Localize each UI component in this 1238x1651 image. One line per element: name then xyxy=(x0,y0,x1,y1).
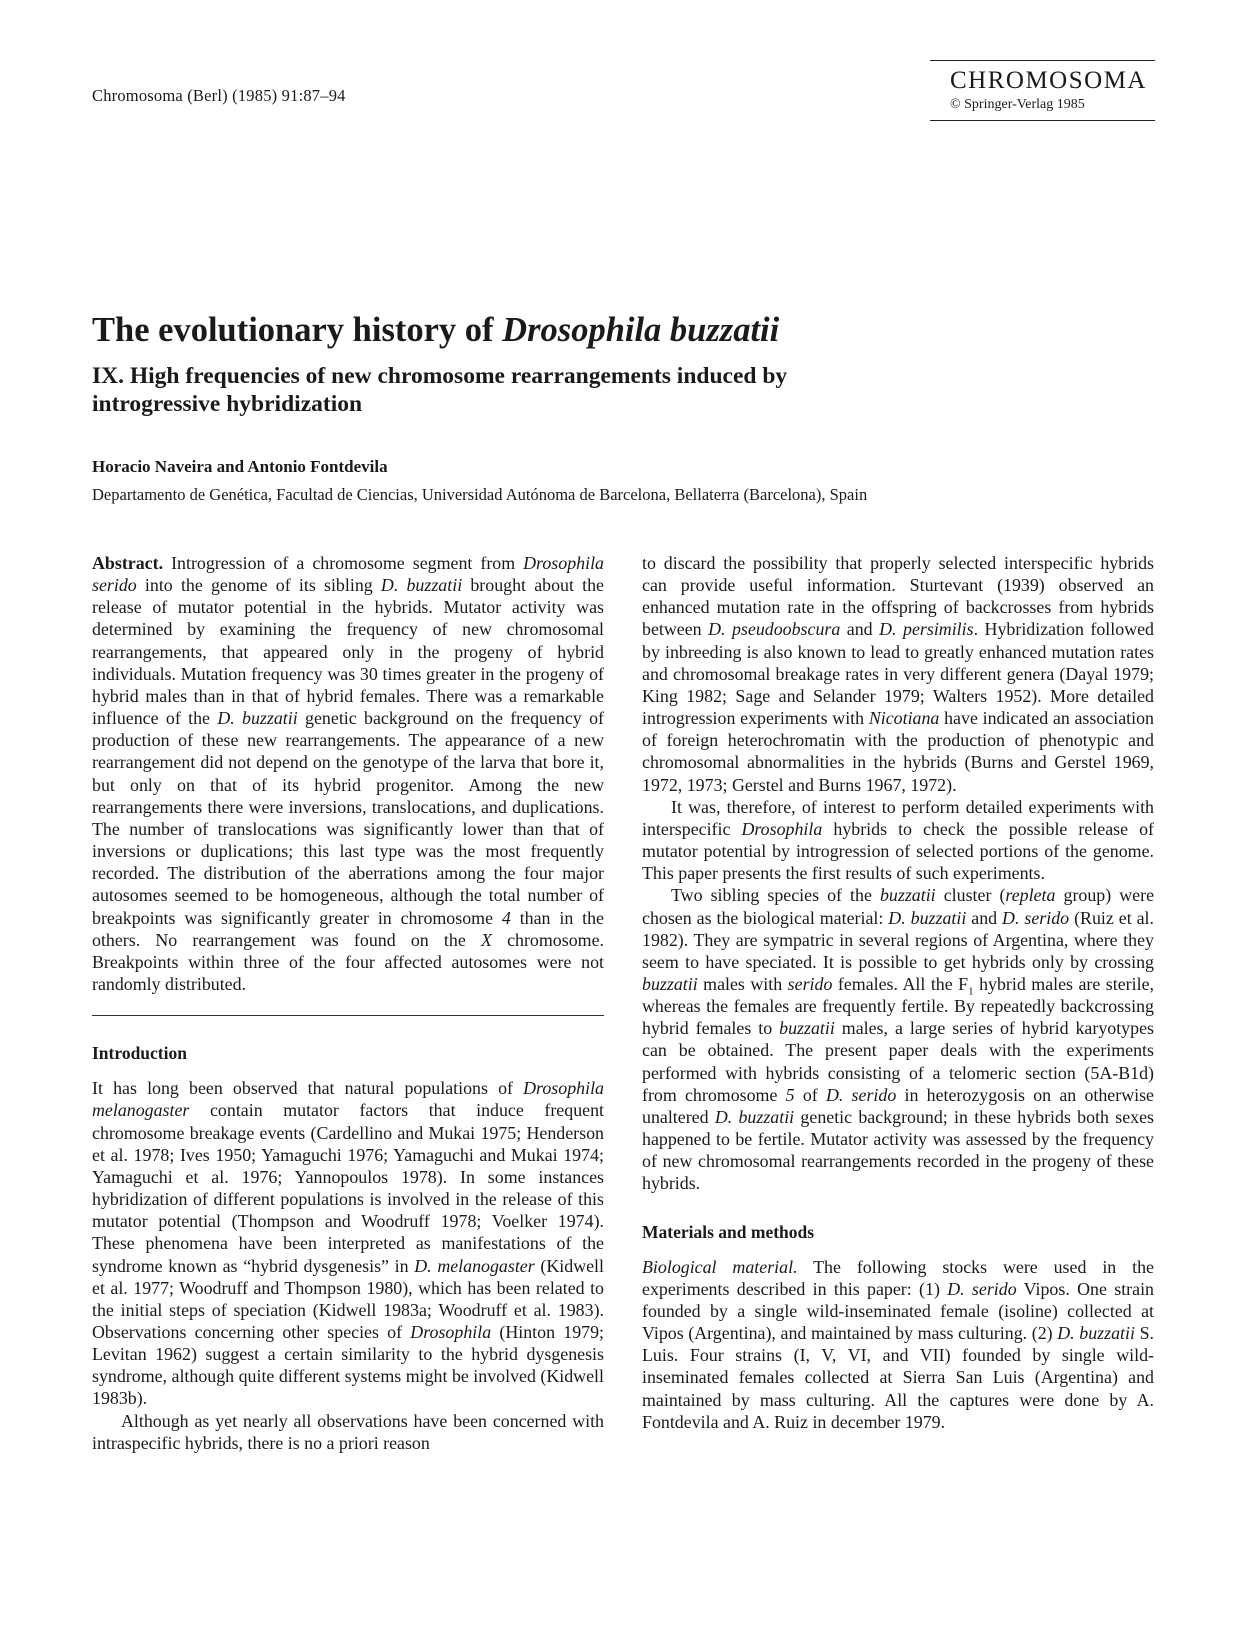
journal-masthead xyxy=(930,60,1155,121)
text-segment: D. buzzatii xyxy=(888,907,967,928)
article-title-plain: The evolutionary history of xyxy=(92,311,503,349)
article-subtitle: IX. High frequencies of new chromosome rearrangements induced by introgressive hybridization xyxy=(92,363,788,417)
authors: Horacio Naveira and Antonio Fontdevila xyxy=(92,457,388,476)
introduction-heading: Introduction xyxy=(92,1043,187,1064)
text-segment: of xyxy=(794,1084,826,1105)
text-segment: than in the others. No rearrangement was found on the xyxy=(92,907,604,950)
text-segment: to discard the possibility that properly selected interspecific hybrids can provide useful information. Sturtevant (1939) observed an enhanced mutation rate in the offspring of backcrosses from hybrids between xyxy=(642,553,1154,640)
article-title xyxy=(92,310,779,350)
text-segment: and xyxy=(840,619,880,640)
abstract-paragraph xyxy=(92,552,604,995)
introduction-paragraph-1 xyxy=(92,1077,604,1409)
text-segment: buzzatii xyxy=(879,885,936,906)
text-segment: (Kidwell et al. 1977; Woodruff and Thompson 1980), which has been related to the initial steps of speciation (Kidwell 1983a; Woodruff et al. 1983). Observations concerning other species of xyxy=(92,1255,604,1342)
text-segment: (Ruiz et al. 1982). They are sympatric in several regions of Argentina, where they seem to have speciated. It is possible to get hybrids only by crossing xyxy=(642,907,1155,972)
text-segment: Vipos. One strain founded by a single wild-inseminated female (isoline) collected at Vipos (Argentina), and maintained by mass culturing. (2) xyxy=(642,1278,1154,1344)
text-segment: Drosophila serido xyxy=(92,553,604,596)
masthead-title: CHROMOSOMA xyxy=(950,67,1147,94)
text-segment: brought about the release of mutator potential in the hybrids. Mutator activity was determined by examining the frequency of new chromosomal rearrangements, that appeared only in the progeny of hybrid individuals. Mutation frequency was 30 times greater in the progeny of hybrid males than in that of hybrid females. There was a remarkable influence of the xyxy=(92,575,604,729)
text-segment: genetic background on the frequency of production of these new rearrangements. The appearance of a new rearrangement did not depend on the genotype of the larva that bore it, but only on that of its hybrid progenitor. Among the new rearrangements there were inversions, translocations, and duplications. The number of translocations was significantly lower than that of inversions or duplications; this last type was the most frequently recorded. The distribution of the aberrations among the four major autosomes seemed to be homogeneous, although the total number of breakpoints was significantly greater in chromosome xyxy=(92,708,604,928)
text-segment: Drosophila melanogaster xyxy=(92,1078,604,1121)
text-segment: D. buzzatii xyxy=(217,708,298,729)
introduction-paragraph-2-start: Although as yet nearly all observations have been concerned with intraspecific hybrids, there is no a priori reason xyxy=(92,1410,604,1453)
methods-paragraph xyxy=(642,1256,1154,1433)
text-segment: The following stocks were used in the experiments described in this paper: (1) xyxy=(642,1256,1154,1299)
text-segment: males, a large series of hybrid karyotypes can be obtained. The present paper deals with the experiments performed with hybrids consisting of a telomeric section (5A-B1d) from chromosome xyxy=(642,1018,1154,1105)
methods-heading: Materials and methods xyxy=(642,1221,815,1242)
text-segment: S. Luis. Four strains (I, V, VI, and VII) founded by single wild-inseminated females collected at Sierra San Luis (Argentina) and maintained by mass culturing. All the captures were done by A. Fontdevila and A. Ruiz in december 1979. xyxy=(642,1323,1154,1432)
text-segment: genetic background; in these hybrids both sexes happened to be fertile. Mutator activity was assessed by the frequency of new chromosomal rearrangements recorded in the progeny of these hybrids. xyxy=(642,1106,1155,1194)
text-segment: . Hybridization followed by inbreeding is also known to lead to greatly enhanced mutation rates and chromosomal breakage rates in very different genera (Dayal 1979; King 1982; Sage and Selander 1979; Walters 1952). More detailed introgression experiments with xyxy=(642,619,1155,729)
section-spacer xyxy=(642,1195,1154,1221)
text-segment: D. pseudoobscura xyxy=(708,619,841,640)
text-segment: D. melanogaster xyxy=(414,1255,535,1276)
introduction-paragraph-2-continued xyxy=(642,552,1154,796)
text-segment: 4 xyxy=(501,907,511,928)
text-segment: have indicated an association of foreign heterochromatin with the production of phenotypic and chromosomal abnormalities in the hybrids (Burns and Gerstel 1969, 1972, 1973; Gerstel and Burns 1967, 1972). xyxy=(642,708,1154,795)
text-segment: 5 xyxy=(785,1084,795,1105)
right-column xyxy=(642,552,1154,1433)
text-segment: D. serido xyxy=(947,1278,1017,1299)
text-segment: It has long been observed that natural populations of xyxy=(92,1078,524,1099)
methods-text xyxy=(642,1257,1154,1432)
text-segment: (Hinton 1979; Levitan 1962) suggest a certain similarity to the hybrid dysgenesis syndrome, although quite different systems might be involved (Kidwell 1983b). xyxy=(92,1322,604,1409)
text-segment: cluster ( xyxy=(935,885,1006,906)
text-segment: D. persimilis xyxy=(879,619,974,640)
article-title-species: Drosophila buzzatii xyxy=(502,311,780,349)
affiliation: Departamento de Genética, Facultad de Ciencias, Universidad Autónoma de Barcelona, Bellaterra (Barcelona), Spain xyxy=(92,485,868,504)
introduction-paragraph-4 xyxy=(642,884,1154,1194)
text-segment: group) were chosen as the biological material: xyxy=(642,885,1155,928)
text-segment: buzzatii xyxy=(642,973,698,994)
text-segment: D. serido xyxy=(825,1084,897,1105)
abstract-label: Abstract. xyxy=(92,553,164,573)
journal-reference: Chromosoma (Berl) (1985) 91:87–94 xyxy=(92,86,346,105)
text-segment: in heterozygosis on an otherwise unaltered xyxy=(642,1084,1154,1127)
text-segment: It was, therefore, of interest to perform detailed experiments with interspecific xyxy=(642,796,1154,839)
text-segment: Drosophila xyxy=(410,1322,492,1342)
abstract-text xyxy=(92,553,604,994)
text-segment: D. buzzatii xyxy=(1057,1323,1135,1344)
text-segment: D. serido xyxy=(1002,907,1070,928)
text-segment: and xyxy=(966,907,1003,928)
text-segment: D. buzzatii xyxy=(714,1106,795,1127)
text-segment: Drosophila xyxy=(741,818,823,839)
text-segment: contain mutator factors that induce frequent chromosome breakage events (Cardellino and Mukai 1975; Henderson et al. 1978; Ives 1950; Yamaguchi 1976; Yamaguchi and Mukai 1974; Yamaguchi et al. 1976; Yannopoulos 1978). In some instances hybridization of different populations is involved in the release of this mutator potential (Thompson and Woodruff 1978; Voelker 1974). These phenomena have been interpreted as manifestations of the syndrome known as “hybrid dysgenesis” in xyxy=(92,1100,604,1276)
text-segment: repleta xyxy=(1005,885,1056,906)
text-segment: Introgression of a chromosome segment from xyxy=(163,553,524,573)
text-segment: X xyxy=(480,929,492,950)
text-segment: females. All the F xyxy=(832,973,969,994)
text-segment: Two sibling species of the xyxy=(671,885,880,906)
abstract-divider xyxy=(92,1015,604,1016)
text-segment: hybrid males are sterile, whereas the females are frequently fertile. By repeatedly backcrossing hybrid females to xyxy=(642,973,1154,1039)
text-segment: into the genome of its sibling xyxy=(136,575,381,596)
text-segment: D. buzzatii xyxy=(380,575,463,596)
methods-runin-heading: Biological material. xyxy=(642,1256,798,1277)
left-column xyxy=(92,552,604,1454)
text-segment: Nicotiana xyxy=(868,708,940,729)
text-segment: 1 xyxy=(968,985,974,998)
text-segment: buzzatii xyxy=(779,1018,835,1039)
text-segment: serido xyxy=(787,973,833,994)
introduction-paragraph-3 xyxy=(642,796,1154,885)
text-segment: hybrids to check the possible release of mutator potential by introgression of selected portions of the genome. This paper presents the first results of such experiments. xyxy=(642,818,1154,884)
text-segment: chromosome. Breakpoints within three of the four affected autosomes were not randomly distributed. xyxy=(92,929,604,994)
text-segment: males with xyxy=(697,973,788,994)
masthead-copyright: © Springer-Verlag 1985 xyxy=(950,97,1085,112)
